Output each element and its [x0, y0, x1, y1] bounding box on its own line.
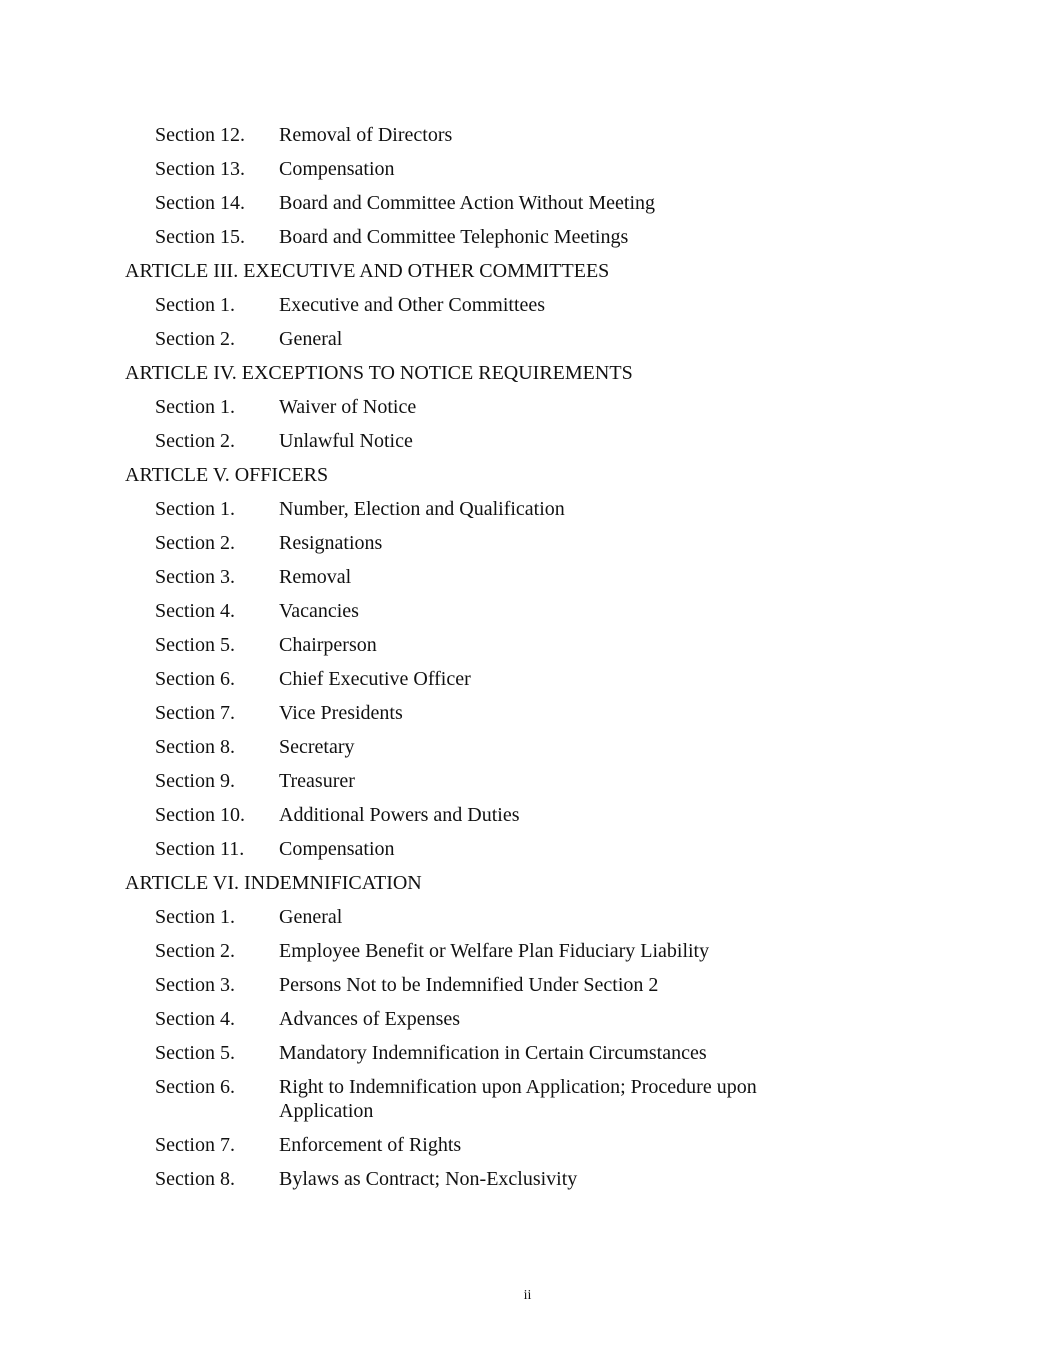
toc-section-entry [155, 191, 845, 215]
section-title: Chief Executive Officer [279, 668, 471, 690]
section-number: Section 9. [155, 770, 235, 792]
article-heading: ARTICLE V. OFFICERS [125, 464, 329, 486]
section-title: Vice Presidents [279, 702, 403, 724]
section-number: Section 3. [155, 974, 235, 996]
toc-section-entry [155, 803, 845, 827]
section-number: Section 7. [155, 702, 235, 724]
section-title: Vacancies [279, 600, 359, 622]
section-title: Removal [279, 566, 352, 588]
section-number: Section 8. [155, 736, 235, 758]
section-title: Treasurer [279, 770, 355, 792]
section-title: Persons Not to be Indemnified Under Section 2 [279, 974, 659, 996]
section-title: Board and Committee Action Without Meeting [279, 192, 655, 214]
section-number: Section 11. [155, 838, 245, 860]
article-heading: ARTICLE IV. EXCEPTIONS TO NOTICE REQUIREMENTS [125, 362, 633, 384]
page-number: ii [523, 1288, 532, 1303]
section-title: General [279, 906, 343, 928]
section-title: Advances of Expenses [279, 1008, 461, 1030]
section-title: Enforcement of Rights [279, 1134, 462, 1156]
toc-section-entry [155, 327, 845, 351]
section-title: Compensation [279, 838, 395, 860]
section-title: Chairperson [279, 634, 377, 656]
section-title: Board and Committee Telephonic Meetings [279, 226, 629, 248]
toc-section-entry [155, 973, 845, 997]
section-number: Section 10. [155, 804, 245, 826]
section-number: Section 1. [155, 498, 235, 520]
section-number: Section 14. [155, 192, 245, 214]
section-number: Section 1. [155, 294, 235, 316]
toc-section-entry [155, 1167, 845, 1191]
section-number: Section 6. [155, 1076, 235, 1098]
toc-section-entry [155, 531, 845, 555]
section-number: Section 6. [155, 668, 235, 690]
toc-section-entry [155, 599, 845, 623]
section-number: Section 1. [155, 906, 235, 928]
section-number: Section 4. [155, 600, 235, 622]
table-of-contents [125, 123, 845, 1201]
section-number: Section 2. [155, 430, 235, 452]
section-number: Section 2. [155, 940, 235, 962]
section-title: General [279, 328, 343, 350]
toc-section-entry [155, 701, 845, 725]
section-number: Section 15. [155, 226, 245, 248]
section-number: Section 1. [155, 396, 235, 418]
toc-section-entry [155, 1007, 845, 1031]
toc-section-entry [155, 633, 845, 657]
section-number: Section 8. [155, 1168, 235, 1190]
section-title: Resignations [279, 532, 383, 554]
section-title: Right to Indemnification upon Application; Procedure upon Application [279, 1076, 757, 1122]
section-number: Section 13. [155, 158, 245, 180]
toc-section-entry [155, 905, 845, 929]
section-title: Additional Powers and Duties [279, 804, 520, 826]
toc-section-entry [155, 293, 845, 317]
section-title: Number, Election and Qualification [279, 498, 565, 520]
section-title: Mandatory Indemnification in Certain Circumstances [279, 1042, 707, 1064]
section-number: Section 7. [155, 1134, 235, 1156]
article-heading: ARTICLE VI. INDEMNIFICATION [125, 872, 422, 894]
section-number: Section 5. [155, 1042, 235, 1064]
section-number: Section 4. [155, 1008, 235, 1030]
toc-section-entry [155, 157, 845, 181]
toc-section-entry [155, 939, 845, 963]
toc-section-entry [155, 395, 845, 419]
section-title: Secretary [279, 736, 355, 758]
section-number: Section 12. [155, 124, 245, 146]
toc-section-entry [155, 497, 845, 521]
section-title: Compensation [279, 158, 395, 180]
toc-section-entry [155, 225, 845, 249]
article-heading: ARTICLE III. EXECUTIVE AND OTHER COMMITTEES [125, 260, 610, 282]
toc-section-entry [155, 429, 845, 453]
toc-section-entry [155, 735, 845, 759]
section-number: Section 2. [155, 532, 235, 554]
toc-section-entry [155, 565, 845, 589]
toc-section-entry [155, 1133, 845, 1157]
toc-section-entry [155, 837, 845, 861]
section-number: Section 5. [155, 634, 235, 656]
section-title: Removal of Directors [279, 124, 453, 146]
section-title: Bylaws as Contract; Non-Exclusivity [279, 1168, 578, 1190]
section-number: Section 3. [155, 566, 235, 588]
section-title: Employee Benefit or Welfare Plan Fiduciary Liability [279, 940, 710, 962]
section-title: Waiver of Notice [279, 396, 417, 418]
section-number: Section 2. [155, 328, 235, 350]
toc-section-entry [155, 1041, 845, 1065]
section-title: Unlawful Notice [279, 430, 413, 452]
toc-section-entry [155, 667, 845, 691]
toc-section-entry [155, 1075, 845, 1123]
toc-section-entry [155, 769, 845, 793]
section-title: Executive and Other Committees [279, 294, 546, 316]
toc-section-entry [155, 123, 845, 147]
